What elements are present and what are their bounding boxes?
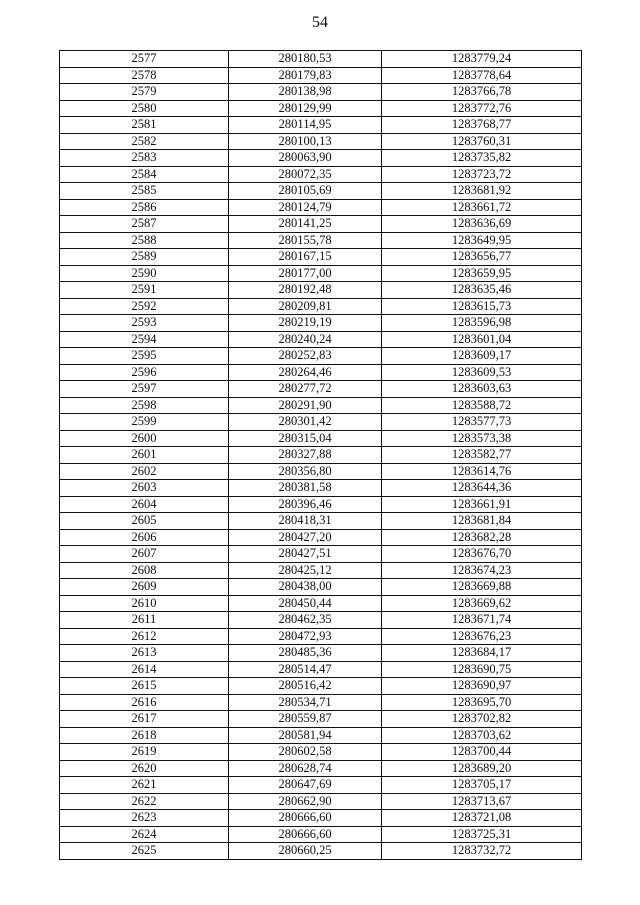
table-row — [60, 150, 582, 167]
x-coordinate-cell: 280155,78 — [229, 232, 382, 249]
table-row — [60, 727, 582, 744]
point-number-cell: 2584 — [60, 166, 229, 183]
point-number-cell: 2589 — [60, 249, 229, 266]
y-coordinate-cell: 1283609,53 — [382, 364, 582, 381]
point-number-cell: 2622 — [60, 793, 229, 810]
point-number-cell: 2578 — [60, 67, 229, 84]
x-coordinate-cell: 280179,83 — [229, 67, 382, 84]
y-coordinate-cell: 1283577,73 — [382, 414, 582, 431]
table-row — [60, 199, 582, 216]
x-coordinate-cell: 280418,31 — [229, 513, 382, 530]
x-coordinate-cell: 280114,95 — [229, 117, 382, 134]
table-row — [60, 414, 582, 431]
point-number-cell: 2604 — [60, 496, 229, 513]
table-row — [60, 694, 582, 711]
x-coordinate-cell: 280291,90 — [229, 397, 382, 414]
table-row — [60, 84, 582, 101]
table-row — [60, 282, 582, 299]
y-coordinate-cell: 1283573,38 — [382, 430, 582, 447]
table-row — [60, 777, 582, 794]
point-number-cell: 2596 — [60, 364, 229, 381]
x-coordinate-cell: 280277,72 — [229, 381, 382, 398]
point-number-cell: 2598 — [60, 397, 229, 414]
point-number-cell: 2616 — [60, 694, 229, 711]
coordinates-table-body — [60, 51, 582, 860]
table-row — [60, 315, 582, 332]
x-coordinate-cell: 280438,00 — [229, 579, 382, 596]
y-coordinate-cell: 1283582,77 — [382, 447, 582, 464]
y-coordinate-cell: 1283705,17 — [382, 777, 582, 794]
table-row — [60, 249, 582, 266]
x-coordinate-cell: 280138,98 — [229, 84, 382, 101]
x-coordinate-cell: 280356,80 — [229, 463, 382, 480]
point-number-cell: 2601 — [60, 447, 229, 464]
table-row — [60, 463, 582, 480]
table-row — [60, 529, 582, 546]
table-row — [60, 595, 582, 612]
y-coordinate-cell: 1283732,72 — [382, 843, 582, 860]
y-coordinate-cell: 1283768,77 — [382, 117, 582, 134]
x-coordinate-cell: 280252,83 — [229, 348, 382, 365]
point-number-cell: 2586 — [60, 199, 229, 216]
x-coordinate-cell: 280514,47 — [229, 661, 382, 678]
x-coordinate-cell: 280240,24 — [229, 331, 382, 348]
x-coordinate-cell: 280100,13 — [229, 133, 382, 150]
x-coordinate-cell: 280602,58 — [229, 744, 382, 761]
point-number-cell: 2599 — [60, 414, 229, 431]
y-coordinate-cell: 1283669,62 — [382, 595, 582, 612]
y-coordinate-cell: 1283649,95 — [382, 232, 582, 249]
table-row — [60, 100, 582, 117]
y-coordinate-cell: 1283721,08 — [382, 810, 582, 827]
x-coordinate-cell: 280516,42 — [229, 678, 382, 695]
y-coordinate-cell: 1283635,46 — [382, 282, 582, 299]
table-row — [60, 628, 582, 645]
table-row — [60, 810, 582, 827]
x-coordinate-cell: 280396,46 — [229, 496, 382, 513]
y-coordinate-cell: 1283614,76 — [382, 463, 582, 480]
point-number-cell: 2625 — [60, 843, 229, 860]
x-coordinate-cell: 280264,46 — [229, 364, 382, 381]
table-row — [60, 711, 582, 728]
y-coordinate-cell: 1283669,88 — [382, 579, 582, 596]
y-coordinate-cell: 1283609,17 — [382, 348, 582, 365]
x-coordinate-cell: 280534,71 — [229, 694, 382, 711]
y-coordinate-cell: 1283690,97 — [382, 678, 582, 695]
y-coordinate-cell: 1283681,92 — [382, 183, 582, 200]
point-number-cell: 2612 — [60, 628, 229, 645]
table-row — [60, 364, 582, 381]
x-coordinate-cell: 280063,90 — [229, 150, 382, 167]
table-row — [60, 166, 582, 183]
x-coordinate-cell: 280209,81 — [229, 298, 382, 315]
point-number-cell: 2607 — [60, 546, 229, 563]
point-number-cell: 2609 — [60, 579, 229, 596]
point-number-cell: 2591 — [60, 282, 229, 299]
table-row — [60, 348, 582, 365]
x-coordinate-cell: 280141,25 — [229, 216, 382, 233]
table-row — [60, 496, 582, 513]
x-coordinate-cell: 280485,36 — [229, 645, 382, 662]
point-number-cell: 2579 — [60, 84, 229, 101]
table-row — [60, 117, 582, 134]
y-coordinate-cell: 1283671,74 — [382, 612, 582, 629]
point-number-cell: 2582 — [60, 133, 229, 150]
table-row — [60, 133, 582, 150]
x-coordinate-cell: 280628,74 — [229, 760, 382, 777]
x-coordinate-cell: 280427,20 — [229, 529, 382, 546]
table-row — [60, 826, 582, 843]
x-coordinate-cell: 280167,15 — [229, 249, 382, 266]
table-row — [60, 661, 582, 678]
point-number-cell: 2587 — [60, 216, 229, 233]
x-coordinate-cell: 280072,35 — [229, 166, 382, 183]
table-row — [60, 744, 582, 761]
x-coordinate-cell: 280462,35 — [229, 612, 382, 629]
x-coordinate-cell: 280472,93 — [229, 628, 382, 645]
point-number-cell: 2613 — [60, 645, 229, 662]
table-row — [60, 51, 582, 68]
point-number-cell: 2618 — [60, 727, 229, 744]
y-coordinate-cell: 1283596,98 — [382, 315, 582, 332]
page-number: 54 — [312, 14, 328, 31]
table-row — [60, 546, 582, 563]
y-coordinate-cell: 1283713,67 — [382, 793, 582, 810]
table-row — [60, 645, 582, 662]
y-coordinate-cell: 1283723,72 — [382, 166, 582, 183]
x-coordinate-cell: 280660,25 — [229, 843, 382, 860]
coordinates-table — [59, 50, 582, 860]
x-coordinate-cell: 280666,60 — [229, 810, 382, 827]
x-coordinate-cell: 280327,88 — [229, 447, 382, 464]
y-coordinate-cell: 1283644,36 — [382, 480, 582, 497]
y-coordinate-cell: 1283766,78 — [382, 84, 582, 101]
point-number-cell: 2614 — [60, 661, 229, 678]
x-coordinate-cell: 280662,90 — [229, 793, 382, 810]
x-coordinate-cell: 280105,69 — [229, 183, 382, 200]
table-row — [60, 397, 582, 414]
x-coordinate-cell: 280666,60 — [229, 826, 382, 843]
point-number-cell: 2608 — [60, 562, 229, 579]
table-row — [60, 843, 582, 860]
table-row — [60, 183, 582, 200]
y-coordinate-cell: 1283676,70 — [382, 546, 582, 563]
x-coordinate-cell: 280559,87 — [229, 711, 382, 728]
y-coordinate-cell: 1283661,72 — [382, 199, 582, 216]
point-number-cell: 2592 — [60, 298, 229, 315]
x-coordinate-cell: 280581,94 — [229, 727, 382, 744]
y-coordinate-cell: 1283588,72 — [382, 397, 582, 414]
point-number-cell: 2590 — [60, 265, 229, 282]
point-number-cell: 2610 — [60, 595, 229, 612]
table-row — [60, 793, 582, 810]
point-number-cell: 2602 — [60, 463, 229, 480]
table-row — [60, 67, 582, 84]
x-coordinate-cell: 280219,19 — [229, 315, 382, 332]
y-coordinate-cell: 1283725,31 — [382, 826, 582, 843]
point-number-cell: 2615 — [60, 678, 229, 695]
y-coordinate-cell: 1283659,95 — [382, 265, 582, 282]
y-coordinate-cell: 1283636,69 — [382, 216, 582, 233]
y-coordinate-cell: 1283703,62 — [382, 727, 582, 744]
point-number-cell: 2597 — [60, 381, 229, 398]
table-row — [60, 562, 582, 579]
y-coordinate-cell: 1283760,31 — [382, 133, 582, 150]
table-row — [60, 760, 582, 777]
y-coordinate-cell: 1283615,73 — [382, 298, 582, 315]
point-number-cell: 2623 — [60, 810, 229, 827]
x-coordinate-cell: 280315,04 — [229, 430, 382, 447]
y-coordinate-cell: 1283661,91 — [382, 496, 582, 513]
y-coordinate-cell: 1283603,63 — [382, 381, 582, 398]
y-coordinate-cell: 1283689,20 — [382, 760, 582, 777]
point-number-cell: 2624 — [60, 826, 229, 843]
x-coordinate-cell: 280381,58 — [229, 480, 382, 497]
point-number-cell: 2620 — [60, 760, 229, 777]
point-number-cell: 2594 — [60, 331, 229, 348]
y-coordinate-cell: 1283681,84 — [382, 513, 582, 530]
point-number-cell: 2593 — [60, 315, 229, 332]
x-coordinate-cell: 280124,79 — [229, 199, 382, 216]
y-coordinate-cell: 1283676,23 — [382, 628, 582, 645]
point-number-cell: 2611 — [60, 612, 229, 629]
table-row — [60, 480, 582, 497]
y-coordinate-cell: 1283674,23 — [382, 562, 582, 579]
x-coordinate-cell: 280425,12 — [229, 562, 382, 579]
point-number-cell: 2621 — [60, 777, 229, 794]
point-number-cell: 2585 — [60, 183, 229, 200]
table-row — [60, 612, 582, 629]
table-row — [60, 265, 582, 282]
y-coordinate-cell: 1283695,70 — [382, 694, 582, 711]
point-number-cell: 2619 — [60, 744, 229, 761]
x-coordinate-cell: 280450,44 — [229, 595, 382, 612]
table-row — [60, 232, 582, 249]
y-coordinate-cell: 1283702,82 — [382, 711, 582, 728]
point-number-cell: 2580 — [60, 100, 229, 117]
y-coordinate-cell: 1283684,17 — [382, 645, 582, 662]
point-number-cell: 2577 — [60, 51, 229, 68]
y-coordinate-cell: 1283700,44 — [382, 744, 582, 761]
point-number-cell: 2600 — [60, 430, 229, 447]
point-number-cell: 2583 — [60, 150, 229, 167]
y-coordinate-cell: 1283690,75 — [382, 661, 582, 678]
table-row — [60, 216, 582, 233]
point-number-cell: 2588 — [60, 232, 229, 249]
y-coordinate-cell: 1283656,77 — [382, 249, 582, 266]
point-number-cell: 2581 — [60, 117, 229, 134]
x-coordinate-cell: 280647,69 — [229, 777, 382, 794]
point-number-cell: 2606 — [60, 529, 229, 546]
x-coordinate-cell: 280177,00 — [229, 265, 382, 282]
x-coordinate-cell: 280129,99 — [229, 100, 382, 117]
table-row — [60, 678, 582, 695]
y-coordinate-cell: 1283601,04 — [382, 331, 582, 348]
table-row — [60, 298, 582, 315]
y-coordinate-cell: 1283779,24 — [382, 51, 582, 68]
y-coordinate-cell: 1283682,28 — [382, 529, 582, 546]
table-row — [60, 430, 582, 447]
point-number-cell: 2603 — [60, 480, 229, 497]
point-number-cell: 2595 — [60, 348, 229, 365]
y-coordinate-cell: 1283735,82 — [382, 150, 582, 167]
x-coordinate-cell: 280301,42 — [229, 414, 382, 431]
table-row — [60, 579, 582, 596]
table-row — [60, 513, 582, 530]
y-coordinate-cell: 1283772,76 — [382, 100, 582, 117]
x-coordinate-cell: 280427,51 — [229, 546, 382, 563]
table-row — [60, 381, 582, 398]
point-number-cell: 2605 — [60, 513, 229, 530]
x-coordinate-cell: 280192,48 — [229, 282, 382, 299]
table-row — [60, 447, 582, 464]
x-coordinate-cell: 280180,53 — [229, 51, 382, 68]
y-coordinate-cell: 1283778,64 — [382, 67, 582, 84]
point-number-cell: 2617 — [60, 711, 229, 728]
table-row — [60, 331, 582, 348]
